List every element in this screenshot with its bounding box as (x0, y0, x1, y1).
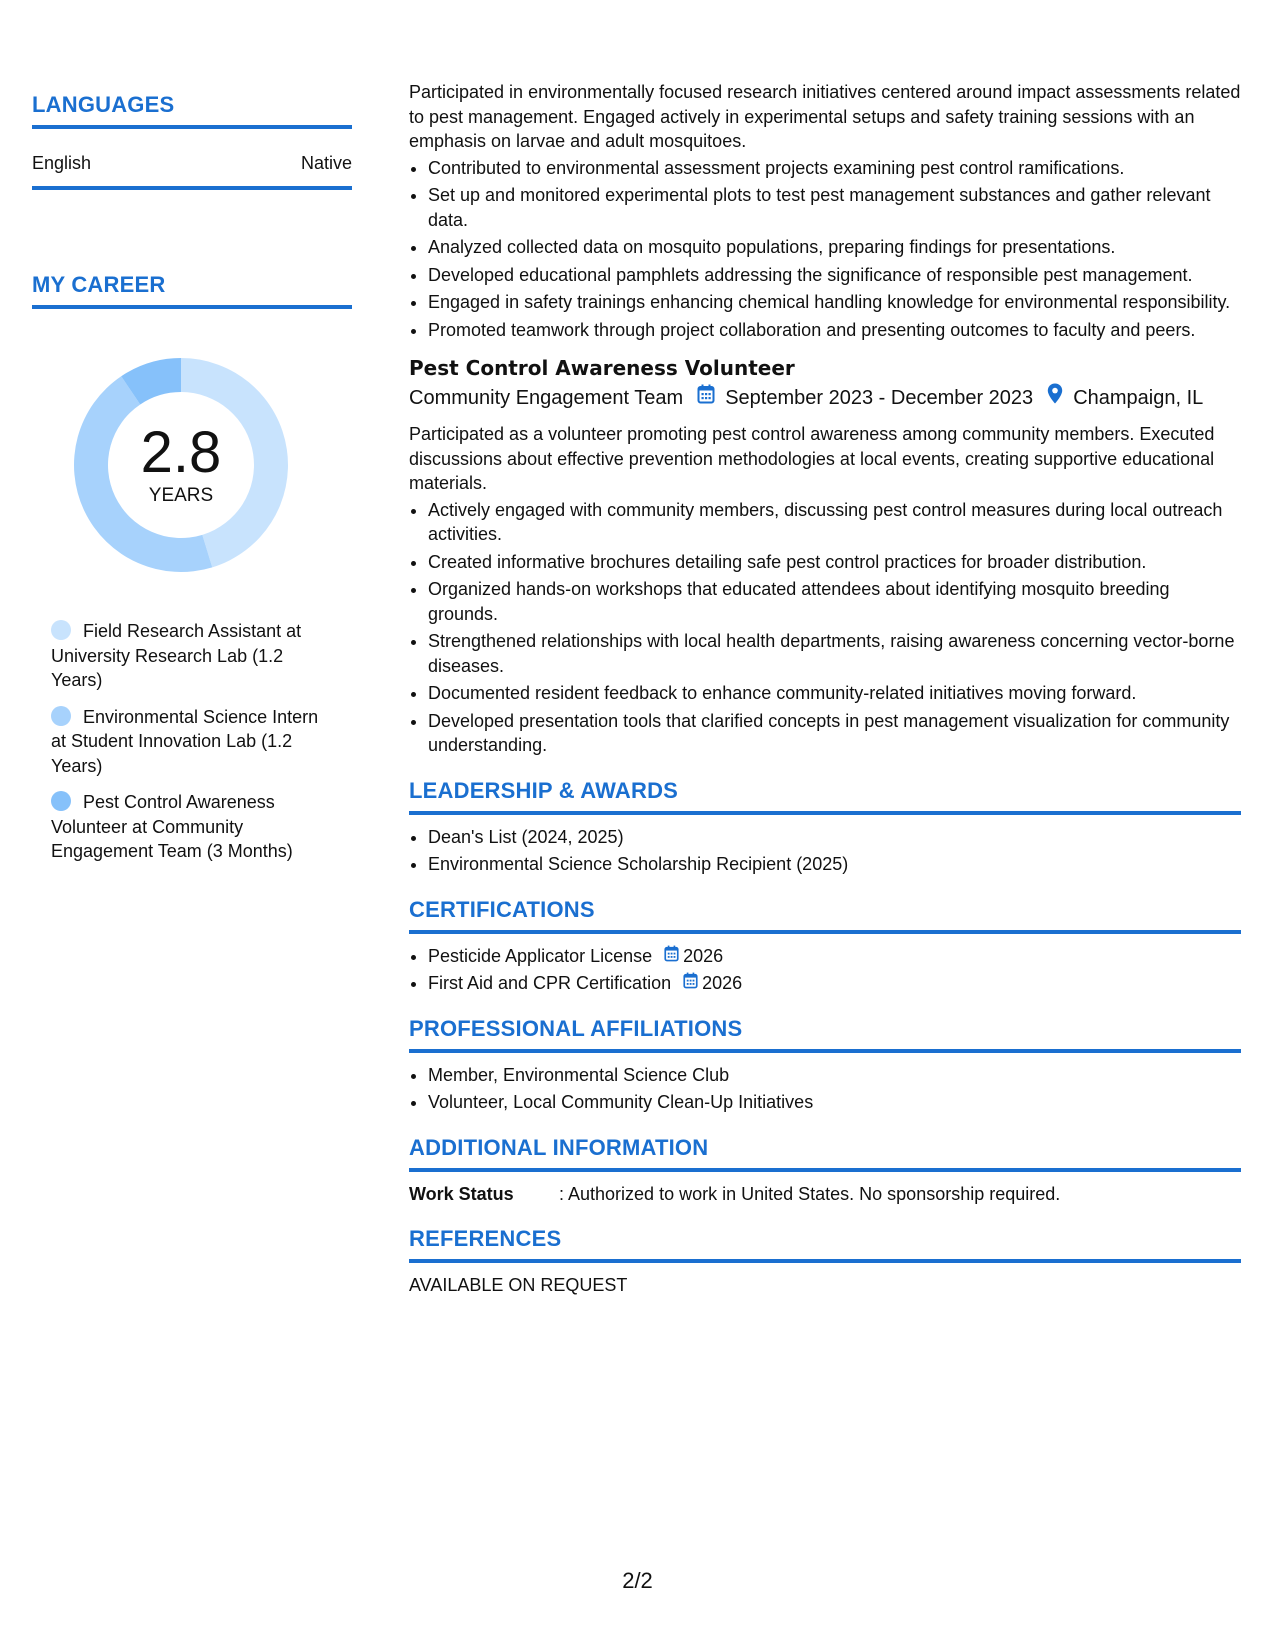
job-location: Champaign, IL (1073, 387, 1204, 409)
legend-dot (51, 791, 71, 811)
references-text: AVAILABLE ON REQUEST (409, 1275, 628, 1295)
career-heading: MY CAREER (32, 272, 352, 309)
calendar-icon (697, 382, 715, 414)
list-item: • Volunteer, Local Community Clean-Up Initiatives (428, 1090, 1241, 1115)
career-donut-chart (65, 349, 297, 581)
certifications-list (409, 944, 1241, 996)
references-heading: REFERENCES (409, 1226, 1241, 1263)
legend-label: Field Research Assistant at University Research Lab (1.2 Years) (51, 621, 302, 690)
donut-center (65, 349, 297, 581)
left-column (32, 92, 352, 876)
legend-item (51, 619, 336, 693)
calendar-icon (683, 971, 698, 996)
list-item: • Promoted teamwork through project collaboration and presenting outcomes to faculty and peers. (428, 318, 1241, 343)
career-total-years: 2.8 (140, 420, 222, 485)
additional-info-heading: ADDITIONAL INFORMATION (409, 1135, 1241, 1172)
calendar-icon (664, 944, 679, 969)
list-item: • Analyzed collected data on mosquito populations, preparing findings for presentations. (428, 235, 1241, 260)
list-item: • Dean's List (2024, 2025) (428, 825, 1241, 850)
list-item: • Strengthened relationships with local health departments, raising awareness concerning vector-borne diseases. (428, 629, 1241, 678)
affiliations-list (409, 1063, 1241, 1115)
legend-dot (51, 620, 71, 640)
list-item: • Developed educational pamphlets addressing the significance of responsible pest management. (428, 263, 1241, 288)
list-item: • Documented resident feedback to enhance community-related initiatives moving forward. (428, 681, 1241, 706)
job-meta (409, 382, 1241, 414)
list-item: • Environmental Science Scholarship Recipient (2025) (428, 852, 1241, 877)
right-column (409, 80, 1241, 1298)
legend-label: Environmental Science Intern at Student Innovation Lab (1.2 Years) (51, 706, 319, 776)
certification-name: • Pesticide Applicator License (428, 945, 653, 966)
list-item: • Created informative brochures detailing safe pest control practices for broader distribution. (428, 550, 1241, 575)
certification-name: • First Aid and CPR Certification (428, 973, 672, 993)
awards-heading: LEADERSHIP & AWARDS (409, 778, 1241, 815)
work-status-value: : Authorized to work in United States. No sponsorship required. (559, 1183, 1061, 1204)
language-level: Native (300, 153, 352, 173)
list-item: • Developed presentation tools that clarified concepts in pest management visualization for community understanding. (428, 709, 1241, 758)
certification-year: 2026 (702, 973, 743, 993)
list-item (428, 944, 1241, 969)
language-name: English (32, 153, 92, 173)
legend-dot (51, 706, 71, 726)
language-row (32, 129, 352, 190)
list-item: • Contributed to environmental assessment projects examining pest control ramifications. (428, 156, 1241, 181)
prev-job-bullets (409, 156, 1241, 343)
list-item: • Set up and monitored experimental plots to test pest management substances and gather relevant data. (428, 183, 1241, 232)
list-item (428, 971, 1241, 996)
job-summary: Participated as a volunteer promoting pest control awareness among community members. Executed discussions about effective prevention methodologies at local events, creating supportive educational materials. (409, 424, 1215, 493)
career-legend (51, 619, 336, 864)
job-title: Pest Control Awareness Volunteer (409, 356, 795, 380)
legend-label: Pest Control Awareness Volunteer at Community Engagement Team (3 Months) (51, 792, 293, 861)
job-dates: September 2023 - December 2023 (725, 387, 1034, 409)
certification-year: 2026 (683, 945, 724, 966)
awards-list (409, 825, 1241, 877)
affiliations-heading: PROFESSIONAL AFFILIATIONS (409, 1016, 1241, 1053)
list-item: • Member, Environmental Science Club (428, 1063, 1241, 1088)
career-years-unit: YEARS (148, 485, 214, 506)
page-number: 2/2 (622, 1568, 653, 1593)
job-org: Community Engagement Team (409, 387, 684, 409)
list-item: • Engaged in safety trainings enhancing chemical handling knowledge for environmental responsibility. (428, 290, 1241, 315)
list-item: • Organized hands-on workshops that educated attendees about identifying mosquito breeding grounds. (428, 577, 1241, 626)
legend-item (51, 790, 336, 864)
prev-job-summary: Participated in environmentally focused research initiatives centered around impact assessments related to pest management. Engaged actively in experimental setups and safety training sessions with an emphasis on larvae and adult mosquitoes. (409, 82, 1241, 151)
certifications-heading: CERTIFICATIONS (409, 897, 1241, 934)
work-status-row (409, 1182, 1241, 1207)
list-item: • Actively engaged with community members, discussing pest control measures during local outreach activities. (428, 498, 1241, 547)
languages-heading: LANGUAGES (32, 92, 352, 129)
location-pin-icon (1047, 382, 1063, 414)
work-status-label: Work Status (409, 1183, 514, 1204)
job-bullets (409, 498, 1241, 758)
legend-item (51, 705, 336, 779)
